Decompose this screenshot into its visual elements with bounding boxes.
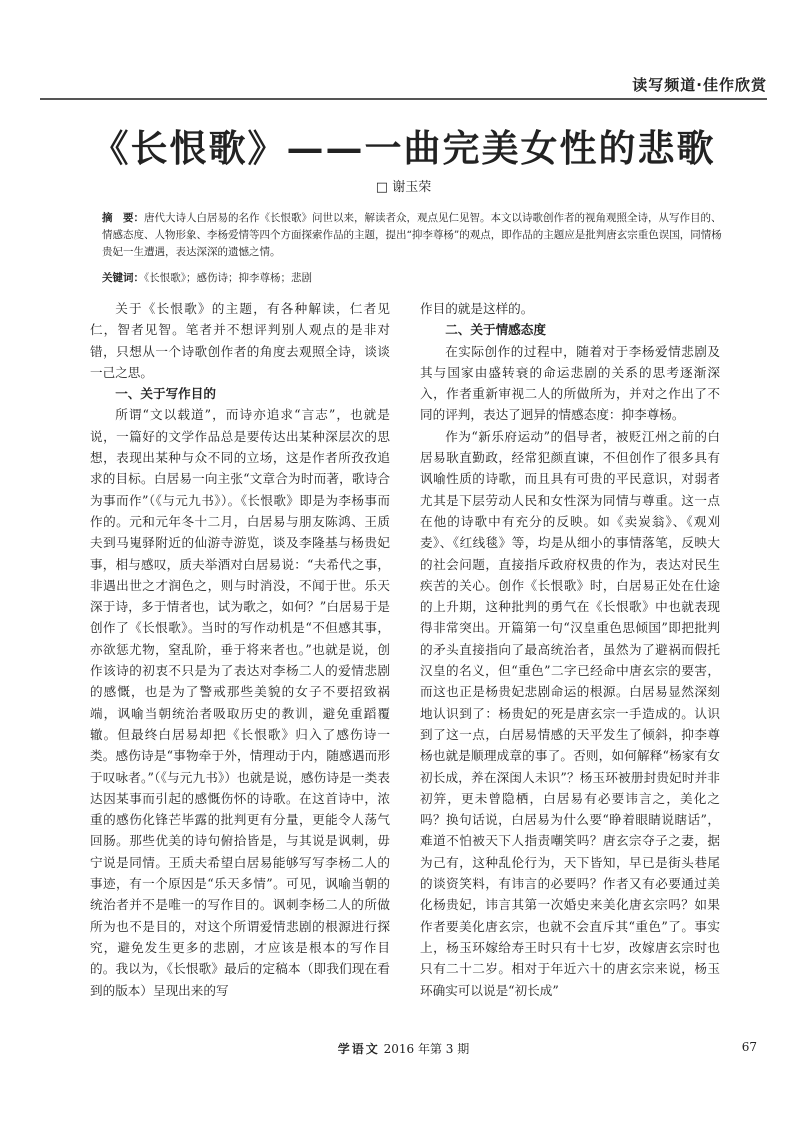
paragraph: 作目的就是这样的。 <box>420 301 534 316</box>
paragraph: 所谓“文以载道”，而诗亦追求“言志”，也就是说，一篇好的文学作品总是要传达出某种深层次的思想，表现出某种与众不同的立场，这是作者所孜孜追求的目标。白居易一向主张“文章合为时而著，歌诗合为事而作”（《与元九书》）。《长恨歌》即是为李杨事而作的。元和元年冬十二月，白居易与朋友陈鸿、王质夫到马嵬驿附近的仙游寺游览，谈及李隆基与杨贵妃事，相与感叹，质夫举酒对白居易说：“夫希代之事，非遇出世之才润色之，则与时消没，不闻于世。乐天深于诗，多于情者也，试为歌之，如何？”白居易于是创作了《长恨歌》。当时的写作动机是“不但感其事，亦欲惩尤物，窒乱阶，垂于将来者也。”也就是说，创作该诗的初衷不只是为了表达对李杨二人的爱情悲剧的感慨，也是为了警戒那些美貌的女子不要招致祸端，讽喻当朝统治者吸取历史的教训，避免重蹈覆辙。但最终白居易却把《长恨歌》归入了感伤诗一类。感伤诗是“事物牵于外，情理动于内，随感遇而形于叹咏者。”（《与元九书》）也就是说，感伤诗是一类表达因某事而引起的感慨伤怀的诗歌。在这首诗中，浓重的感伤化锋芒毕露的批判更有分量，更能令人荡气回肠。那些优美的诗句俯拾皆是，与其说是讽刺，毋宁说是同情。王质夫希望白居易能够写写李杨二人的事迹，有一个原因是“乐天多情”。可见，讽喻当朝的统治者并不是唯一的写作目的。讽刺李杨二人的所做所为也不是目的，对这个所谓爱情悲剧的根源进行探究，避免发生更多的悲剧，才应该是根本的写作目的。我以为，《长恨歌》最后的定稿本（即我们现在看到的版本）呈现出来的写 <box>90 407 390 998</box>
journal-name: 学语文 <box>337 1042 380 1056</box>
paragraph: 在实际创作的过程中，随着对于李杨爱情悲剧及其与国家由盛转衰的命运悲剧的关系的思考逐渐深入，作者重新审视二人的所做所为，并对之作出了不同的评判，表达了迥异的情感态度：抑李尊杨。 <box>420 343 720 423</box>
keywords <box>102 270 722 285</box>
abstract-text: 唐代大诗人白居易的名作《长恨歌》问世以来，解读者众，观点见仁见智。本文以诗歌创作者的视角观照全诗，从写作目的、情感态度、人物形象、李杨爱情等四个方面探索作品的主题，提出“抑李尊杨”的观点，即作品的主题应是批判唐玄宗重色误国，同情杨贵妃一生遭遇，表达深深的遗憾之情。 <box>102 212 722 258</box>
right-column <box>420 298 720 1001</box>
header-rule <box>40 98 767 100</box>
section-heading: 一、关于写作目的 <box>115 386 216 402</box>
paragraph: 关于《长恨歌》的主题，有各种解读，仁者见仁，智者见智。笔者并不想评判别人观点的是非对错，只想从一个诗歌创作者的角度去观照全诗，谈谈一己之思。 <box>90 301 390 380</box>
abstract <box>102 210 722 261</box>
article-author: □ 谢玉荣 <box>375 180 432 195</box>
footer <box>0 1040 807 1057</box>
keywords-label: 关键词： <box>102 272 144 284</box>
page-number: 67 <box>741 1040 757 1054</box>
left-column <box>90 298 390 1001</box>
article-title: 《长恨歌》——一曲完美女性的悲歌 <box>91 126 716 170</box>
section-heading: 二、关于情感态度 <box>445 322 546 338</box>
abstract-label: 摘 要： <box>102 212 144 224</box>
keywords-text: 《长恨歌》；感伤诗；抑李尊杨；悲剧 <box>144 272 312 284</box>
section-header: 读写频道·佳作欣赏 <box>632 76 767 94</box>
issue-info: 2016 年第 3 期 <box>383 1042 470 1056</box>
paragraph: 作为“新乐府运动”的倡导者，被贬江州之前的白居易耿直勤政，经常犯颜直谏，不但创作了很多具有讽喻性质的诗歌，而且具有可贵的平民意识，对弱者尤其是下层劳动人民和女性深为同情与尊重。这一点在他的诗歌中有充分的反映。如《卖炭翁》、《观刈麦》、《红线毯》等，均是从细小的事情落笔，反映大的社会问题，直接指斥政府权贵的作为，表达对民生疾苦的关心。创作《长恨歌》时，白居易正处在仕途的上升期，这种批判的勇气在《长恨歌》中也就表现得非常突出。开篇第一句“汉皇重色思倾国”即把批判的矛头直接指向了最高统治者，虽然为了避祸而假托汉皇的名义，但“重色”二字已经命中唐玄宗的要害，而这也正是杨贵妃悲剧命运的根源。白居易显然深刻地认识到了：杨贵妃的死是唐玄宗一手造成的。认识到了这一点，白居易情感的天平发生了倾斜，抑李尊杨也就是顺理成章的事了。否则，如何解释“杨家有女初长成，养在深闺人未识”？杨玉环被册封贵妃时并非初笄，更未曾隐栖，白居易有必要讳言之，美化之吗？换句话说，白居易为什么要“睁着眼睛说瞎话”，难道不怕被天下人指责嘲笑吗？唐玄宗夺子之妻，据为己有，这种乱伦行为，天下皆知，早已是街头巷尾的谈资笑料，有讳言的必要吗？作者又有必要通过美化杨贵妃，讳言其第一次婚史来美化唐玄宗吗？如果作者要美化唐玄宗，也就不会直斥其“重色”了。事实上，杨玉环嫁给寿王时只有十七岁，改嫁唐玄宗时也只有二十二岁。相对于年近六十的唐玄宗来说，杨玉环确实可以说是“初长成” <box>420 428 720 998</box>
